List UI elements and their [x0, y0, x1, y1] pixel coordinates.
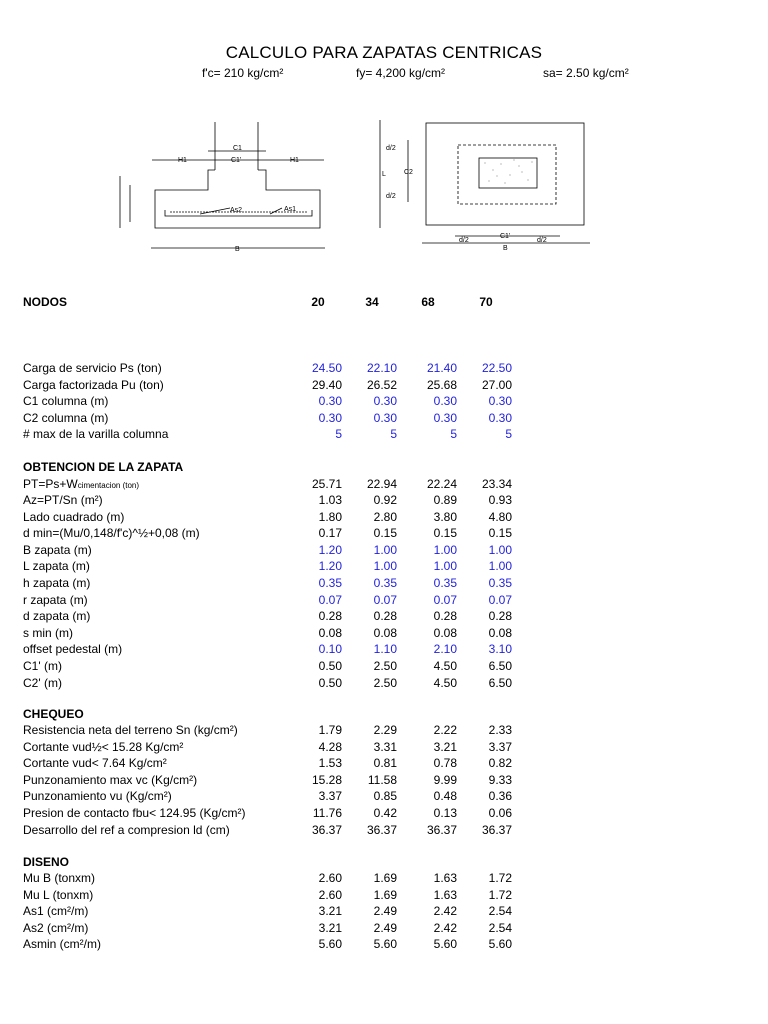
cell-value: 1.20: [318, 542, 342, 557]
l-label: L: [382, 171, 386, 178]
pt-value: 25.71: [311, 477, 342, 491]
node-value: 68: [421, 295, 435, 309]
cell-value: 0.92: [373, 493, 397, 507]
row-label: d min=(Mu/0,148/f'c)^½+0,08 (m): [23, 526, 200, 541]
cell-value: 2.60: [318, 871, 342, 885]
cell-value: 36.37: [481, 822, 512, 837]
pt-value: 22.24: [426, 477, 457, 491]
cell-value: 5: [450, 427, 457, 442]
cell-value: 0.08: [318, 625, 342, 640]
row-label: r zapata (m): [23, 592, 88, 607]
chequeo-heading: CHEQUEO: [23, 707, 84, 721]
row-label: Punzonamiento max vc (Kg/cm²): [23, 772, 198, 787]
row-label: Cortante vud½< 15.28 Kg/cm²: [23, 739, 184, 754]
cell-value: 0.08: [433, 625, 457, 640]
cell-value: 2.54: [488, 920, 512, 935]
cell-value: 5.60: [433, 937, 457, 952]
row-label: As1 (cm²/m): [23, 904, 89, 919]
cell-value: 0.28: [318, 609, 342, 624]
cell-value: 0.30: [433, 410, 457, 425]
cell-value: 25.68: [426, 377, 457, 392]
cell-value: 5: [505, 427, 512, 442]
cell-value: 0.07: [433, 592, 457, 607]
cell-value: 0.82: [488, 756, 512, 771]
cell-value: 0.78: [433, 756, 457, 771]
c1p-label: C1': [231, 157, 242, 164]
cell-value: 0.30: [488, 410, 512, 425]
cell-value: 0.10: [318, 642, 342, 657]
cell-value: 3.80: [433, 509, 457, 524]
cell-value: 0.08: [488, 625, 512, 640]
cell-value: 1.00: [488, 542, 512, 557]
cell-value: 0.48: [433, 789, 457, 804]
cell-value: 0.17: [318, 526, 342, 541]
row-label: B zapata (m): [23, 542, 92, 557]
pt-value: 22.94: [366, 477, 397, 491]
cell-value: 2.50: [373, 675, 397, 690]
cell-value: 36.37: [366, 822, 397, 837]
cell-value: 0.30: [318, 410, 342, 425]
cell-value: 2.54: [488, 904, 512, 919]
cell-value: 2.22: [433, 723, 457, 737]
cell-value: 2.60: [318, 887, 342, 902]
cell-value: 0.30: [433, 394, 457, 409]
sa-param: sa= 2.50 kg/cm²: [543, 66, 629, 80]
row-label: C1' (m): [23, 659, 62, 673]
cell-value: 0.50: [318, 659, 342, 673]
cell-value: 1.63: [433, 871, 457, 885]
cell-value: 1.72: [488, 871, 512, 885]
row-label: s min (m): [23, 625, 73, 640]
cell-value: 2.29: [373, 723, 397, 737]
cell-value: 11.58: [367, 772, 397, 787]
diseno-heading: DISENO: [23, 855, 70, 869]
node-value: 70: [479, 295, 493, 309]
cell-value: 0.13: [433, 806, 457, 820]
cell-value: 0.50: [318, 675, 342, 690]
cell-value: 1.00: [433, 559, 457, 574]
b-label: B: [235, 246, 240, 253]
row-label: Asmin (cm²/m): [23, 937, 101, 952]
c2-label: C2: [404, 169, 413, 176]
cell-value: 1.53: [318, 756, 342, 771]
cell-value: 5.60: [373, 937, 397, 952]
cell-value: 0.35: [318, 576, 342, 590]
cell-value: 9.99: [433, 772, 457, 787]
cell-value: 9.33: [488, 772, 512, 787]
cell-value: 0.06: [488, 806, 512, 820]
cell-value: 1.79: [318, 723, 342, 737]
row-label: Mu B (tonxm): [23, 871, 96, 885]
row-label: Carga factorizada Pu (ton): [23, 377, 164, 392]
cell-value: 5: [335, 427, 342, 442]
cell-value: 0.07: [373, 592, 397, 607]
c1p-plan-label: C1': [500, 233, 511, 240]
cell-value: 0.36: [488, 789, 512, 804]
cell-value: 2.80: [373, 509, 397, 524]
as2-label: As2: [230, 207, 243, 214]
cell-value: 0.89: [433, 493, 457, 507]
b-plan-label: B: [503, 245, 508, 252]
cell-value: 1.69: [373, 871, 397, 885]
cell-value: 3.21: [318, 904, 342, 919]
row-label: C2 columna (m): [23, 410, 109, 425]
cell-value: 6.50: [488, 675, 512, 690]
obtencion-heading: OBTENCION DE LA ZAPATA: [23, 460, 184, 474]
cell-value: 0.30: [488, 394, 512, 409]
cell-value: 2.50: [373, 659, 397, 673]
cell-value: 0.28: [373, 609, 397, 624]
cell-value: 1.80: [318, 509, 342, 524]
cell-value: 2.49: [373, 920, 397, 935]
as1-label: As1: [284, 206, 297, 213]
cell-value: 22.50: [481, 361, 512, 375]
row-label: Resistencia neta del terreno Sn (kg/cm²): [23, 723, 238, 737]
h1-left-label: H1: [178, 157, 187, 164]
cell-value: 1.63: [433, 887, 457, 902]
cell-value: 0.35: [373, 576, 397, 590]
cell-value: 24.50: [311, 361, 342, 375]
row-label: C2' (m): [23, 675, 62, 690]
cell-value: 22.10: [366, 361, 397, 375]
cell-value: 4.80: [488, 509, 512, 524]
c1-label: C1: [233, 145, 242, 152]
node-value: 34: [365, 295, 379, 309]
cell-value: 2.42: [433, 904, 457, 919]
cell-value: 0.07: [488, 592, 512, 607]
pt-value: 23.34: [481, 477, 512, 491]
cell-value: 5.60: [488, 937, 512, 952]
cell-value: 2.33: [488, 723, 512, 737]
cell-value: 5: [390, 427, 397, 442]
pt-label: PT=Ps+Wcimentacion (ton): [23, 477, 140, 491]
cell-value: 36.37: [426, 822, 457, 837]
row-label: Lado cuadrado (m): [23, 509, 125, 524]
cell-value: 1.00: [373, 542, 397, 557]
cell-value: 4.50: [433, 675, 457, 690]
row-label: Carga de servicio Ps (ton): [23, 361, 162, 375]
cell-value: 2.10: [433, 642, 457, 657]
nodes-label: NODOS: [23, 295, 68, 309]
cell-value: 11.76: [312, 806, 342, 820]
d2-bottom-label: d/2: [386, 193, 396, 200]
d2-right-label: d/2: [537, 237, 547, 244]
cell-value: 0.42: [373, 806, 397, 820]
cell-value: 1.00: [488, 559, 512, 574]
cell-value: 1.00: [433, 542, 457, 557]
cell-value: 2.49: [373, 904, 397, 919]
cell-value: 0.15: [373, 526, 397, 541]
node-value: 20: [311, 295, 325, 309]
cell-value: 3.37: [318, 789, 342, 804]
cell-value: 4.50: [433, 659, 457, 673]
row-label: Desarrollo del ref a compresion ld (cm): [23, 822, 230, 837]
cell-value: 2.42: [433, 920, 457, 935]
cell-value: 0.28: [433, 609, 457, 624]
cell-value: 0.08: [373, 625, 397, 640]
footing-diagram: [100, 110, 620, 260]
row-label: As2 (cm²/m): [23, 920, 89, 935]
cell-value: 15.28: [311, 772, 342, 787]
cell-value: 3.10: [488, 642, 512, 657]
d2-top-label: d/2: [386, 145, 396, 152]
row-label: offset pedestal (m): [23, 642, 123, 657]
cell-value: 3.37: [488, 739, 512, 754]
d2-left-label: d/2: [459, 237, 469, 244]
cell-value: 29.40: [311, 377, 342, 392]
plan-view: [380, 120, 590, 252]
page-title: CALCULO PARA ZAPATAS CENTRICAS: [225, 43, 543, 62]
cell-value: 1.72: [488, 887, 512, 902]
row-label: # max de la varilla columna: [23, 427, 169, 442]
cell-value: 0.81: [373, 756, 397, 771]
elevation-view: [120, 122, 325, 253]
cell-value: 0.30: [373, 394, 397, 409]
cell-value: 3.31: [373, 739, 397, 754]
cell-value: 0.35: [488, 576, 512, 590]
cell-value: 6.50: [488, 659, 512, 673]
row-label: L zapata (m): [23, 559, 90, 574]
cell-value: 1.20: [318, 559, 342, 574]
row-label: h zapata (m): [23, 576, 91, 590]
fy-param: fy= 4,200 kg/cm²: [356, 66, 446, 80]
row-label: Az=PT/Sn (m²): [23, 493, 103, 507]
cell-value: 0.85: [373, 789, 397, 804]
cell-value: 3.21: [433, 739, 457, 754]
cell-value: 27.00: [481, 377, 512, 392]
cell-value: 1.00: [373, 559, 397, 574]
cell-value: 0.30: [318, 394, 342, 409]
row-label: Mu L (tonxm): [23, 887, 94, 902]
cell-value: 0.28: [488, 609, 512, 624]
h1-right-label: H1: [290, 157, 299, 164]
cell-value: 1.03: [318, 493, 342, 507]
fc-param: f'c= 210 kg/cm²: [202, 66, 284, 80]
row-label: Presion de contacto fbu< 124.95 (Kg/cm²): [23, 806, 246, 820]
cell-value: 0.15: [433, 526, 457, 541]
cell-value: 1.69: [373, 887, 397, 902]
cell-value: 1.10: [373, 642, 397, 657]
row-label: Punzonamiento vu (Kg/cm²): [23, 789, 172, 804]
cell-value: 0.15: [488, 526, 512, 541]
cell-value: 4.28: [318, 739, 342, 754]
row-label: Cortante vud< 7.64 Kg/cm²: [23, 756, 167, 771]
cell-value: 0.93: [488, 493, 512, 507]
cell-value: 21.40: [426, 361, 457, 375]
cell-value: 0.30: [373, 410, 397, 425]
cell-value: 0.35: [433, 576, 457, 590]
cell-value: 5.60: [318, 937, 342, 952]
cell-value: 3.21: [318, 920, 342, 935]
cell-value: 0.07: [318, 592, 342, 607]
cell-value: 26.52: [366, 377, 397, 392]
row-label: C1 columna (m): [23, 394, 109, 409]
row-label: d zapata (m): [23, 609, 91, 624]
cell-value: 36.37: [311, 822, 342, 837]
